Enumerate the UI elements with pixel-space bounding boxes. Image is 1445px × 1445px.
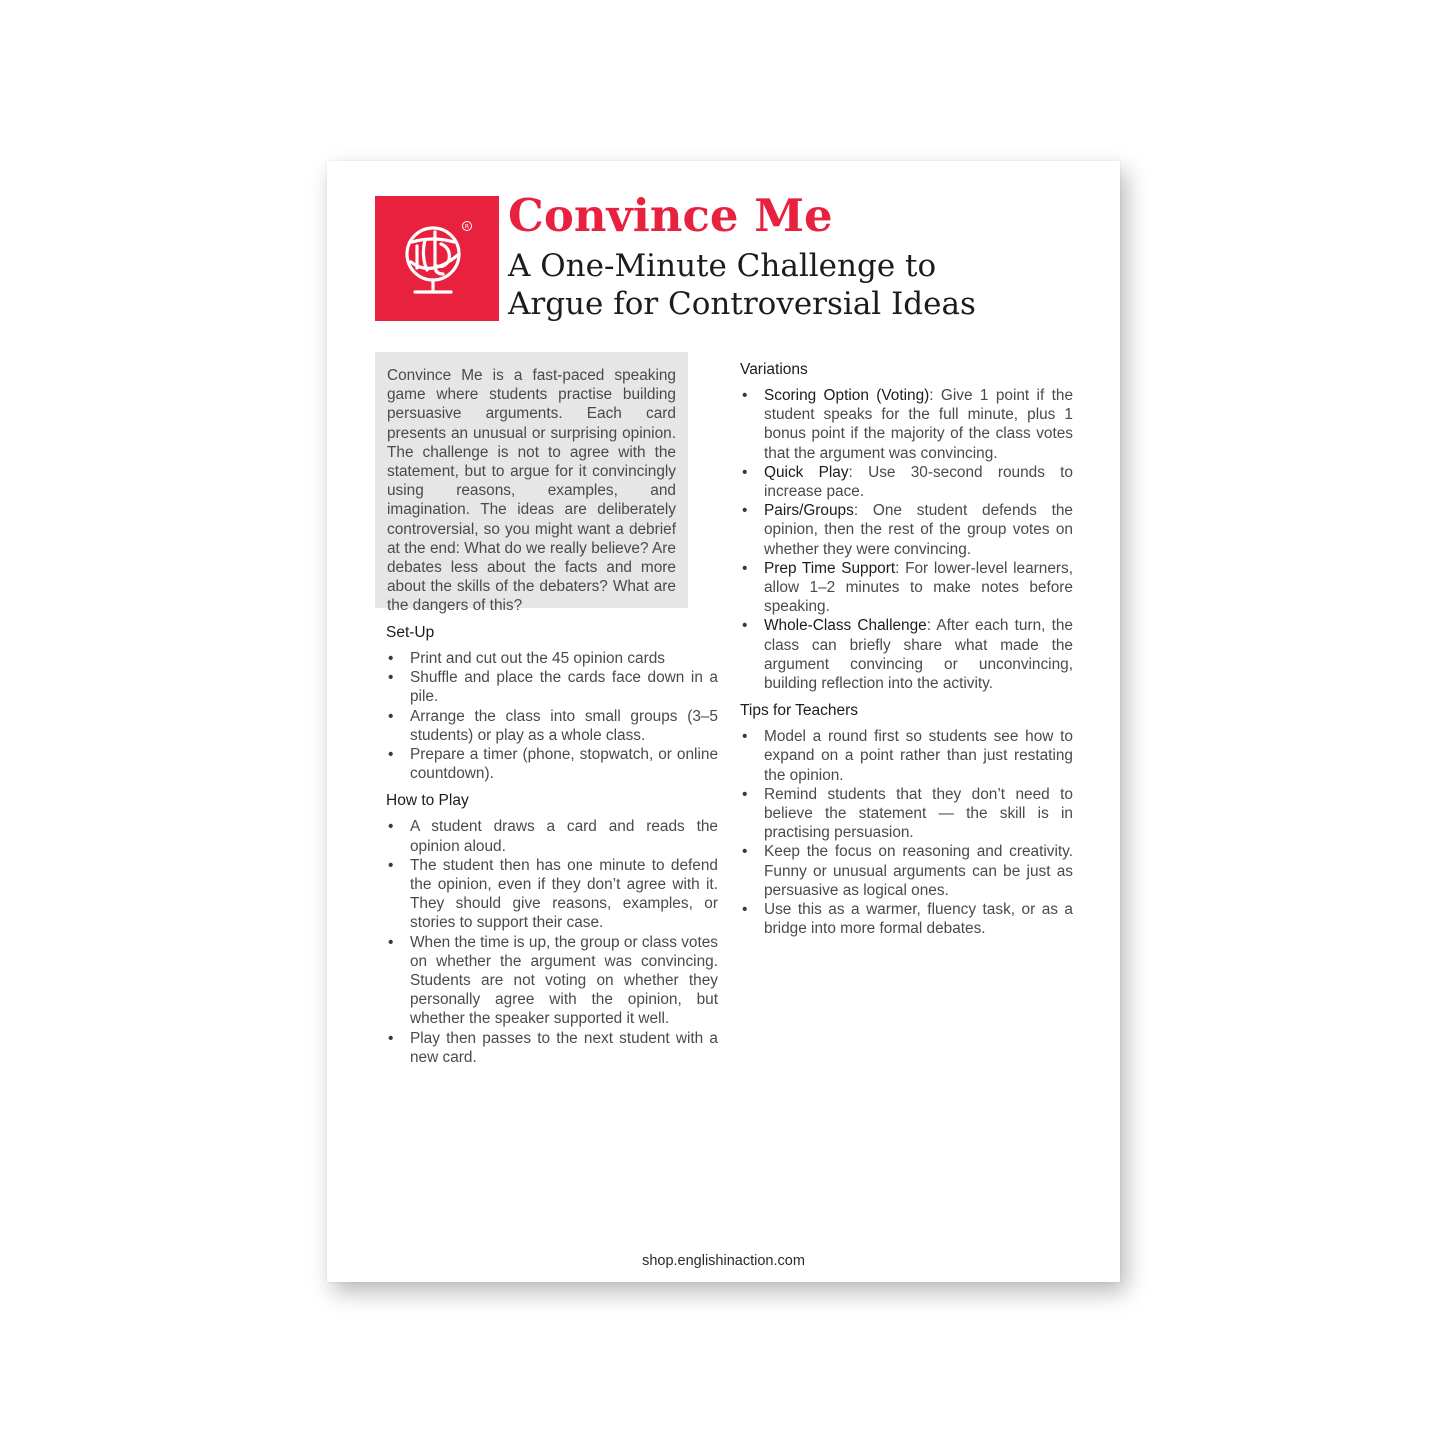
variation-lead: Pairs/Groups (764, 502, 854, 520)
variation-lead: Whole-Class Challenge (764, 617, 927, 635)
list-item (386, 649, 718, 668)
variation-text: : Give 1 point if the student speaks for the full minute, plus 1 bonus point if the majority of the class votes that the argument was convincing. (764, 387, 1073, 462)
footer-url: shop.englishinaction.com (642, 1253, 805, 1269)
bullet-icon: • (388, 1029, 394, 1047)
list-item (386, 668, 718, 706)
bullet-icon: • (742, 387, 748, 404)
variation-text: : After each turn, the class can briefly share what made the argument convincing or unconvincing, building reflection into the activity. (764, 617, 1073, 693)
list-item (386, 856, 718, 933)
list-item (740, 785, 1073, 843)
list-item (386, 817, 718, 855)
list-item-text: The student then has one minute to defend the opinion, even if they don’t agree with it. They should give reasons, examples, or stories to support their case. (410, 856, 718, 932)
how-to-play-list (386, 817, 718, 1067)
variations-heading: Variations (740, 361, 808, 378)
left-column (386, 623, 718, 1067)
bullet-icon: • (388, 933, 394, 951)
bullet-icon: • (742, 559, 748, 577)
list-item-text: A student draws a card and reads the opinion aloud. (410, 818, 718, 855)
intro-box (375, 352, 688, 615)
list-item (740, 727, 1073, 785)
bullet-icon: • (388, 856, 394, 874)
bullet-icon: • (742, 502, 748, 520)
bullet-icon: • (742, 617, 748, 635)
list-item (740, 463, 1073, 501)
list-item (386, 933, 718, 1029)
setup-heading: Set-Up (386, 624, 435, 641)
right-column (740, 360, 1073, 938)
bullet-icon: • (742, 785, 748, 803)
list-item-text: Shuffle and place the cards face down in a pile. (410, 669, 718, 706)
subtitle-line-1: A One-Minute Challenge to (508, 248, 937, 284)
list-item (740, 386, 1073, 463)
page-title: Convince Me (508, 189, 833, 242)
list-item (386, 745, 718, 783)
variation-text: : One student defends the opinion, then the rest of the group votes on whether they were convincing. (764, 502, 1073, 558)
bullet-icon: • (742, 843, 748, 861)
how-to-play-heading: How to Play (386, 792, 469, 810)
eia-globe-logo-icon (375, 196, 499, 321)
list-item-text: Remind students that they don’t need to believe the statement — the skill is in practising persuasion. (764, 785, 1073, 842)
list-item-text: Print and cut out the 45 opinion cards (410, 650, 665, 667)
list-item (740, 842, 1073, 900)
list-item-text: Prepare a timer (phone, stopwatch, or online countdown). (410, 746, 718, 783)
setup-list (386, 649, 718, 783)
list-item (386, 1029, 718, 1067)
list-item (740, 616, 1073, 693)
bullet-icon: • (388, 650, 394, 667)
variation-lead: Prep Time Support (764, 559, 896, 577)
subtitle-line-2: Argue for Controversial Ideas (508, 286, 976, 322)
list-item (740, 501, 1073, 559)
list-item (386, 707, 718, 745)
bullet-icon: • (742, 463, 748, 481)
variation-text: : For lower-level learners, allow 1–2 minutes to make notes before speaking. (764, 559, 1073, 616)
list-item-text: Model a round first so students see how to expand on a point rather than just restating the opinion. (764, 728, 1073, 784)
bullet-icon: • (388, 746, 394, 764)
svg-text:R: R (464, 223, 470, 231)
list-item-text: Keep the focus on reasoning and creativity. Funny or unusual arguments can be just as persuasive as logical ones. (764, 843, 1073, 899)
bullet-icon: • (742, 728, 748, 746)
variation-text: : Use 30-second rounds to increase pace. (764, 463, 1073, 501)
list-item-text: Arrange the class into small groups (3–5 students) or play as a whole class. (410, 707, 718, 744)
tips-list (740, 727, 1073, 938)
variation-lead: Scoring Option (Voting) (764, 387, 930, 404)
bullet-icon: • (388, 669, 394, 687)
variations-list (740, 386, 1073, 693)
bullet-icon: • (742, 901, 748, 919)
list-item-text: When the time is up, the group or class votes on whether the argument was convincing. Students are not voting on whether they personally agree with the opinion, but whether the speaker supported it well. (410, 933, 718, 1028)
list-item (740, 559, 1073, 617)
variation-lead: Quick Play (764, 463, 849, 481)
intro-text: Convince Me is a fast-paced speaking game where students practise building persuasive arguments. Each card presents an unusual or surprising opinion. The challenge is not to agree with the statement, but to argue for it convincingly using reasons, examples, and imagination. The ideas are deliberately controversial, so you might want a debrief at the end: What do we really believe? Are debates less about the facts and more about the skills of the debaters? What are the dangers of this? (387, 367, 676, 615)
list-item-text: Play then passes to the next student with a new card. (410, 1029, 718, 1066)
page-subtitle (508, 247, 1108, 323)
bullet-icon: • (388, 707, 394, 725)
tips-heading: Tips for Teachers (740, 702, 859, 720)
worksheet-page (327, 161, 1120, 1282)
bullet-icon: • (388, 818, 394, 836)
list-item-text: Use this as a warmer, fluency task, or as a bridge into more formal debates. (764, 901, 1073, 938)
list-item (740, 900, 1073, 938)
